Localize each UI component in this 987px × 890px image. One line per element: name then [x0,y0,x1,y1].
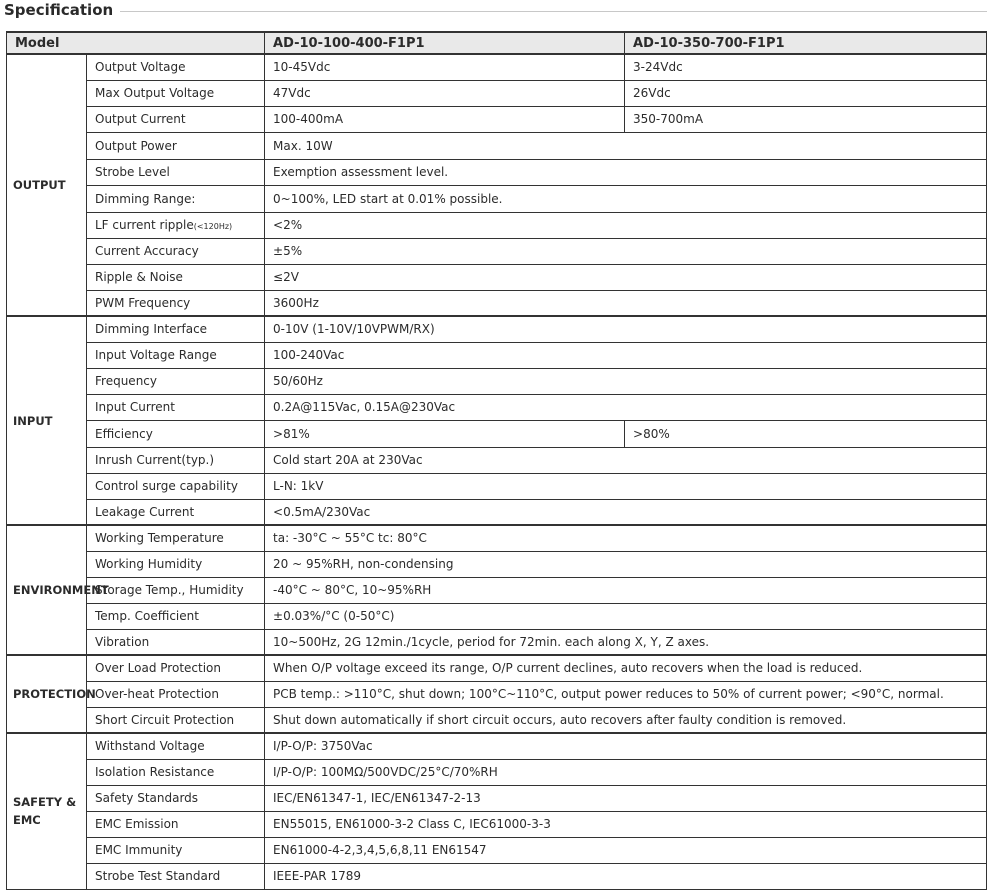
parameter-name [87,551,265,577]
value-cell: ±0.03%/°C (0-50°C) [265,603,987,629]
parameter-label: EMC Emission [95,817,179,831]
spec-row [7,525,987,551]
parameter-label: PWM Frequency [95,295,191,310]
spec-row [7,603,987,629]
spec-row [7,159,987,185]
value-cell: Cold start 20A at 230Vac [265,447,987,473]
parameter-name [87,499,265,525]
spec-row [7,316,987,342]
value-cell: 3600Hz [265,290,987,316]
model-b-name: AD-10-350-700-F1P1 [625,32,987,54]
parameter-name [87,212,265,238]
parameter-label: Dimming Interface [95,322,208,337]
value-cell: 50/60Hz [265,368,987,394]
parameter-name [87,132,265,159]
value-cell: ±5% [265,238,987,264]
parameter-label: Withstand Voltage [95,739,205,754]
parameter-name [87,525,265,551]
value-cell: IEEE-PAR 1789 [265,863,987,889]
parameter-name [87,159,265,185]
value-cell: 0-10V (1-10V/10VPWM/RX) [265,316,987,342]
parameter-name [87,264,265,290]
group-label: PROTECTION [7,655,87,733]
specification-table [6,31,987,890]
value-cell: 0~100%, LED start at 0.01% possible. [265,185,987,212]
value-cell: Max. 10W [265,132,987,159]
parameter-name [87,603,265,629]
value-cell: <2% [265,212,987,238]
parameter-label: Strobe Level [95,165,170,179]
value-cell: When O/P voltage exceed its range, O/P current declines, auto recovers when the load is reduced. [265,655,987,681]
spec-row [7,420,987,447]
spec-row [7,655,987,681]
model-label: Model [7,32,265,54]
value-cell: -40°C ~ 80°C, 10~95%RH [265,577,987,603]
parameter-label: LF current ripple [95,218,194,232]
value-cell: I/P-O/P: 100MΩ/500VDC/25°C/70%RH [265,759,987,785]
spec-row [7,80,987,106]
spec-row [7,342,987,368]
spec-row [7,629,987,655]
value-cell: Exemption assessment level. [265,159,987,185]
value-cell: EN55015, EN61000-3-2 Class C, IEC61000-3-3 [265,811,987,837]
parameter-name [87,655,265,681]
parameter-label: Ripple & Noise [95,270,183,284]
value-cell-model-b: 350-700mA [625,106,987,132]
value-cell: ≤2V [265,264,987,290]
group-label: SAFETY & EMC [7,733,87,889]
parameter-label: Max Output Voltage [95,86,215,100]
parameter-name [87,863,265,889]
value-cell: >81% [265,420,625,447]
parameter-label: Leakage Current [95,504,195,519]
value-cell: EN61000-4-2,3,4,5,6,8,11 EN61547 [265,837,987,863]
parameter-name [87,447,265,473]
spec-row [7,733,987,759]
parameter-name [87,420,265,447]
parameter-name [87,577,265,603]
spec-row [7,785,987,811]
value-cell-model-b: 26Vdc [625,80,987,106]
spec-row [7,238,987,264]
value-cell: 10~500Hz, 2G 12min./1cycle, period for 72min. each along X, Y, Z axes. [265,629,987,655]
parameter-label: Storage Temp., Humidity [95,583,244,597]
parameter-label: Safety Standards [95,791,199,805]
parameter-name [87,681,265,707]
parameter-name [87,759,265,785]
parameter-label: Output Power [95,138,177,153]
value-cell-model-b: 3-24Vdc [625,54,987,80]
parameter-name [87,394,265,420]
spec-row [7,447,987,473]
value-cell: 20 ~ 95%RH, non-condensing [265,551,987,577]
parameter-name [87,342,265,368]
parameter-name [87,811,265,837]
parameter-name [87,368,265,394]
group-label: INPUT [7,316,87,525]
parameter-label: Efficiency [95,426,153,441]
parameter-label: Over Load Protection [95,661,221,676]
spec-row [7,185,987,212]
value-cell: 10-45Vdc [265,54,625,80]
spec-row [7,106,987,132]
parameter-label: EMC Immunity [95,843,183,857]
spec-row [7,681,987,707]
spec-row [7,837,987,863]
parameter-name [87,629,265,655]
parameter-label: Input Voltage Range [95,348,217,362]
value-cell: <0.5mA/230Vac [265,499,987,525]
parameter-label: Input Current [95,400,175,414]
parameter-name [87,106,265,132]
parameter-name [87,733,265,759]
parameter-name [87,80,265,106]
spec-row [7,759,987,785]
parameter-name [87,290,265,316]
parameter-label: Frequency [95,374,157,388]
spec-row [7,368,987,394]
parameter-name [87,316,265,342]
spec-row [7,264,987,290]
page-title: Specification [4,1,114,19]
value-cell: 0.2A@115Vac, 0.15A@230Vac [265,394,987,420]
parameter-label: Vibration [95,634,150,649]
parameter-label: Strobe Test Standard [95,869,221,883]
spec-row [7,577,987,603]
spec-row [7,863,987,889]
group-label: OUTPUT [7,54,87,316]
model-header-row [7,32,987,54]
parameter-label: Working Temperature [95,531,224,546]
parameter-label: Short Circuit Protection [95,712,235,727]
spec-row [7,54,987,80]
parameter-name [87,707,265,733]
value-cell: ta: -30°C ~ 55°C tc: 80°C [265,525,987,551]
value-cell: 100-400mA [265,106,625,132]
parameter-note: (<120Hz) [193,222,233,231]
value-cell: IEC/EN61347-1, IEC/EN61347-2-13 [265,785,987,811]
parameter-name [87,185,265,212]
value-cell: PCB temp.: >110°C, shut down; 100°C~110°C, output power reduces to 50% of current power; <90°C, normal. [265,681,987,707]
parameter-name [87,837,265,863]
parameter-label: Temp. Coefficient [95,609,199,623]
parameter-label: Output Current [95,112,186,126]
spec-row [7,212,987,238]
value-cell: L-N: 1kV [265,473,987,499]
spec-row [7,811,987,837]
spec-row [7,290,987,316]
value-cell-model-b: >80% [625,420,987,447]
parameter-label: Working Humidity [95,557,203,571]
spec-row [7,499,987,525]
spec-row [7,132,987,159]
value-cell: Shut down automatically if short circuit occurs, auto recovers after faulty condition is removed. [265,707,987,733]
parameter-label: Current Accuracy [95,244,199,258]
value-cell: 100-240Vac [265,342,987,368]
group-label: ENVIRONMENT [7,525,87,655]
parameter-name [87,473,265,499]
parameter-name [87,785,265,811]
parameter-label: Control surge capability [95,479,238,493]
parameter-label: Over-heat Protection [95,687,219,701]
parameter-name [87,238,265,264]
parameter-name [87,54,265,80]
parameter-label: Dimming Range: [95,191,196,206]
spec-row [7,394,987,420]
parameter-label: Output Voltage [95,60,186,75]
value-cell: I/P-O/P: 3750Vac [265,733,987,759]
parameter-label: Isolation Resistance [95,765,215,779]
spec-row [7,473,987,499]
spec-row [7,707,987,733]
title-divider [120,11,987,12]
parameter-label: Inrush Current(typ.) [95,453,215,467]
spec-row [7,551,987,577]
value-cell: 47Vdc [265,80,625,106]
model-a-name: AD-10-100-400-F1P1 [265,32,625,54]
